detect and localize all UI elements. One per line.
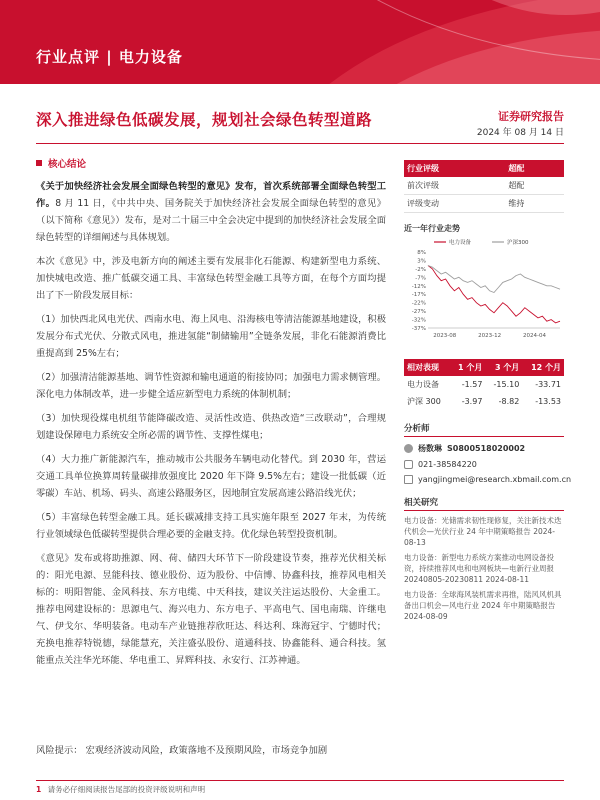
page-number: 1 [36,785,42,794]
analyst-phone-row [404,460,564,469]
perf-cell: -8.82 [498,397,520,406]
rating-header-row [404,160,564,177]
perf-cell: -13.53 [535,397,561,406]
footer [36,784,205,795]
table-row [404,195,564,213]
banner-decoration [290,0,600,84]
title-divider [36,143,564,144]
footer-divider [36,780,564,781]
banner-label: 行业点评 | 电力设备 [36,48,183,66]
mail-icon [404,475,413,484]
paragraph-1-lead: 《关于加快经济社会发展全面绿色转型的意见》发布，首次系统部署全面绿色转型工作。 [36,181,386,209]
perf-cell: -15.10 [493,380,520,389]
related-research-item[interactable]: 电力设备：光储需求韧性现修复，关注新技术迭代机会—光伏行业 24 年中期策略报告 2024-08-13 [404,516,562,547]
report-title: 深入推进绿色低碳发展，规划社会绿色转型道路 [36,111,373,129]
legend-label: 沪深300 [507,240,529,246]
square-bullet-icon [36,160,42,166]
analyst-email-row [404,475,572,484]
legend-label: 电力设备 [449,240,472,246]
perf-cell: -1.57 [461,380,483,389]
x-tick-label: 2024-04 [523,333,547,339]
person-icon [404,444,413,453]
perf-cell: 电力设备 [407,380,439,389]
rating-header-label: 行业评级 [404,160,505,177]
related-research-item[interactable]: 电力设备：全球海风装机需求再推，陆风风机具备出口机会—风电行业 2024 年中期策略报告 2024-08-09 [404,590,562,621]
perf-cell: -3.97 [461,397,483,406]
footer-disclaimer: 请务必仔细阅读报告尾部的投资评级说明和声明 [47,785,206,794]
rating-table [404,160,564,213]
perf-cell: -33.71 [535,380,561,389]
perf-header: 1 个月 [450,359,485,376]
analyst-name-row [404,443,564,454]
paragraph-3: （1）加快西北风电光伏、西南水电、海上风电、沿海核电等清洁能源基地建设，积极发展分布式光伏、分散式风电，推进氢能“制储输用”全链条发展，非化石能源消费比重提高到 25%左右； [36,314,386,359]
rating-cell: 超配 [505,177,564,195]
rating-cell: 前次评级 [404,177,505,195]
sidebar [404,160,572,622]
rating-cell: 评级变动 [404,195,505,213]
paragraph-5: （3）加快现役煤电机组节能降碳改造、灵活性改造、供热改造“三改联动”，合理规划建设保障电力系统安全所必需的调节性、支撑性煤电； [36,413,386,441]
rating-header-value: 超配 [505,160,564,177]
core-conclusion-section [36,156,386,676]
header-banner [0,0,600,84]
y-tick-label: -22% [411,300,426,307]
analyst-heading: 分析师 [404,422,564,437]
y-tick-label: -37% [411,326,426,332]
paragraph-6: （4）大力推广新能源汽车，推动城市公共服务车辆电动化替代。到 2030 年，营运交通工具单位换算周转量碳排放强度比 2020 年下降 9.5%左右；建设一批低碳（近零碳）车站、机场、码头、高速公路服务区，因地制宜发展高速公路沿线光伏； [36,454,386,499]
series-line [428,266,560,293]
y-tick-label: 3% [417,258,426,265]
x-tick-label: 2023-12 [478,333,502,339]
analyst-email[interactable]: yangjingmei@research.xbmail.com.cn [418,475,572,484]
related-research-heading: 相关研究 [404,496,564,511]
analyst-phone: 021-38584220 [418,460,477,469]
y-tick-label: -32% [411,317,426,324]
paragraph-1 [36,178,386,246]
risk-warning: 风险提示： 宏观经济波动风险，政策落地不及预期风险，市场竞争加剧 [36,745,328,756]
perf-header: 相对表现 [404,359,450,376]
y-tick-label: -27% [411,309,426,316]
x-tick-label: 2023-08 [433,333,457,339]
y-tick-label: -12% [411,283,426,290]
paragraph-1-body: 8 月 11 日，《中共中央、国务院关于加快经济社会发展全面绿色转型的意见》（以下简称《意见》）发布，是对二十届三中全会决定中提到的加快经济社会发展全面绿色转型的详细阐述与具体规划。 [36,198,386,243]
table-row [404,376,564,393]
trend-chart-title: 近一年行业走势 [404,224,460,233]
paragraph-4: （2）加强清洁能源基地、调节性资源和输电通道的衔接协同；加强电力需求侧管理。深化电力体制改革，进一步健全适应新型电力系统的体制机制； [36,372,386,400]
section-heading-label: 核心结论 [48,159,87,170]
phone-icon [404,460,413,469]
y-tick-label: -17% [411,292,426,299]
section-heading [36,156,386,170]
related-research-item[interactable]: 电力设备：新型电力系统方案推动电网设备投资，持续推荐风电和电网板块—电新行业周报 20240805-20230811 2024-08-11 [404,553,554,584]
perf-header: 3 个月 [485,359,522,376]
performance-header-row [404,359,564,376]
paragraph-8: 《意见》发布或将助推源、网、荷、储四大环节下一阶段建设节奏，推荐光伏相关标的：阳光电源、昱能科技、德业股份、迈为股份、中信博、协鑫科技，推荐风电相关标的：明阳智能、金风科技、东方电缆、中天科技，建议关注运达股份、大金重工。推荐电网建设标的：思源电气、海兴电力、东方电子、平高电气、国电南瑞、许继电气、伊戈尔、华明装备。电动车产业链推荐欣旺达、科达利、珠海冠宇、宁德时代；充换电推荐特锐德，绿能慧充，关注盛弘股份、道通科技、协鑫能科、通合科技。氢能重点关注华光环能、华电重工、昇辉科技、永安行、江苏神通。 [36,553,386,666]
paragraph-2: 本次《意见》中，涉及电新方向的阐述主要有发展非化石能源、构建新型电力系统、加快城电改造、推广低碳交通工具、丰富绿色转型金融工具等方面，在每个方面均提出了下一阶段发展目标： [36,256,386,301]
paragraph-7: （5）丰富绿色转型金融工具。延长碳减排支持工具实施年限至 2027 年末，为传统行业领域绿色低碳转型提供合理必要的金融支持。优化绿色转型投资机制。 [36,512,386,540]
analyst-name: 杨数琳 [418,444,442,453]
y-tick-label: 8% [417,250,426,256]
table-row [404,177,564,195]
y-tick-label: -2% [415,266,426,273]
perf-header: 12 个月 [522,359,564,376]
perf-cell: 沪深 300 [407,397,441,406]
performance-table [404,359,564,410]
trend-chart [404,236,564,341]
rating-cell: 维持 [505,195,564,213]
report-type: 证券研究报告 [498,110,564,123]
analyst-cert: S0800518020002 [447,444,526,453]
report-date: 2024 年 08 月 14 日 [476,128,564,138]
table-row [404,393,564,410]
y-tick-label: -7% [415,275,426,282]
